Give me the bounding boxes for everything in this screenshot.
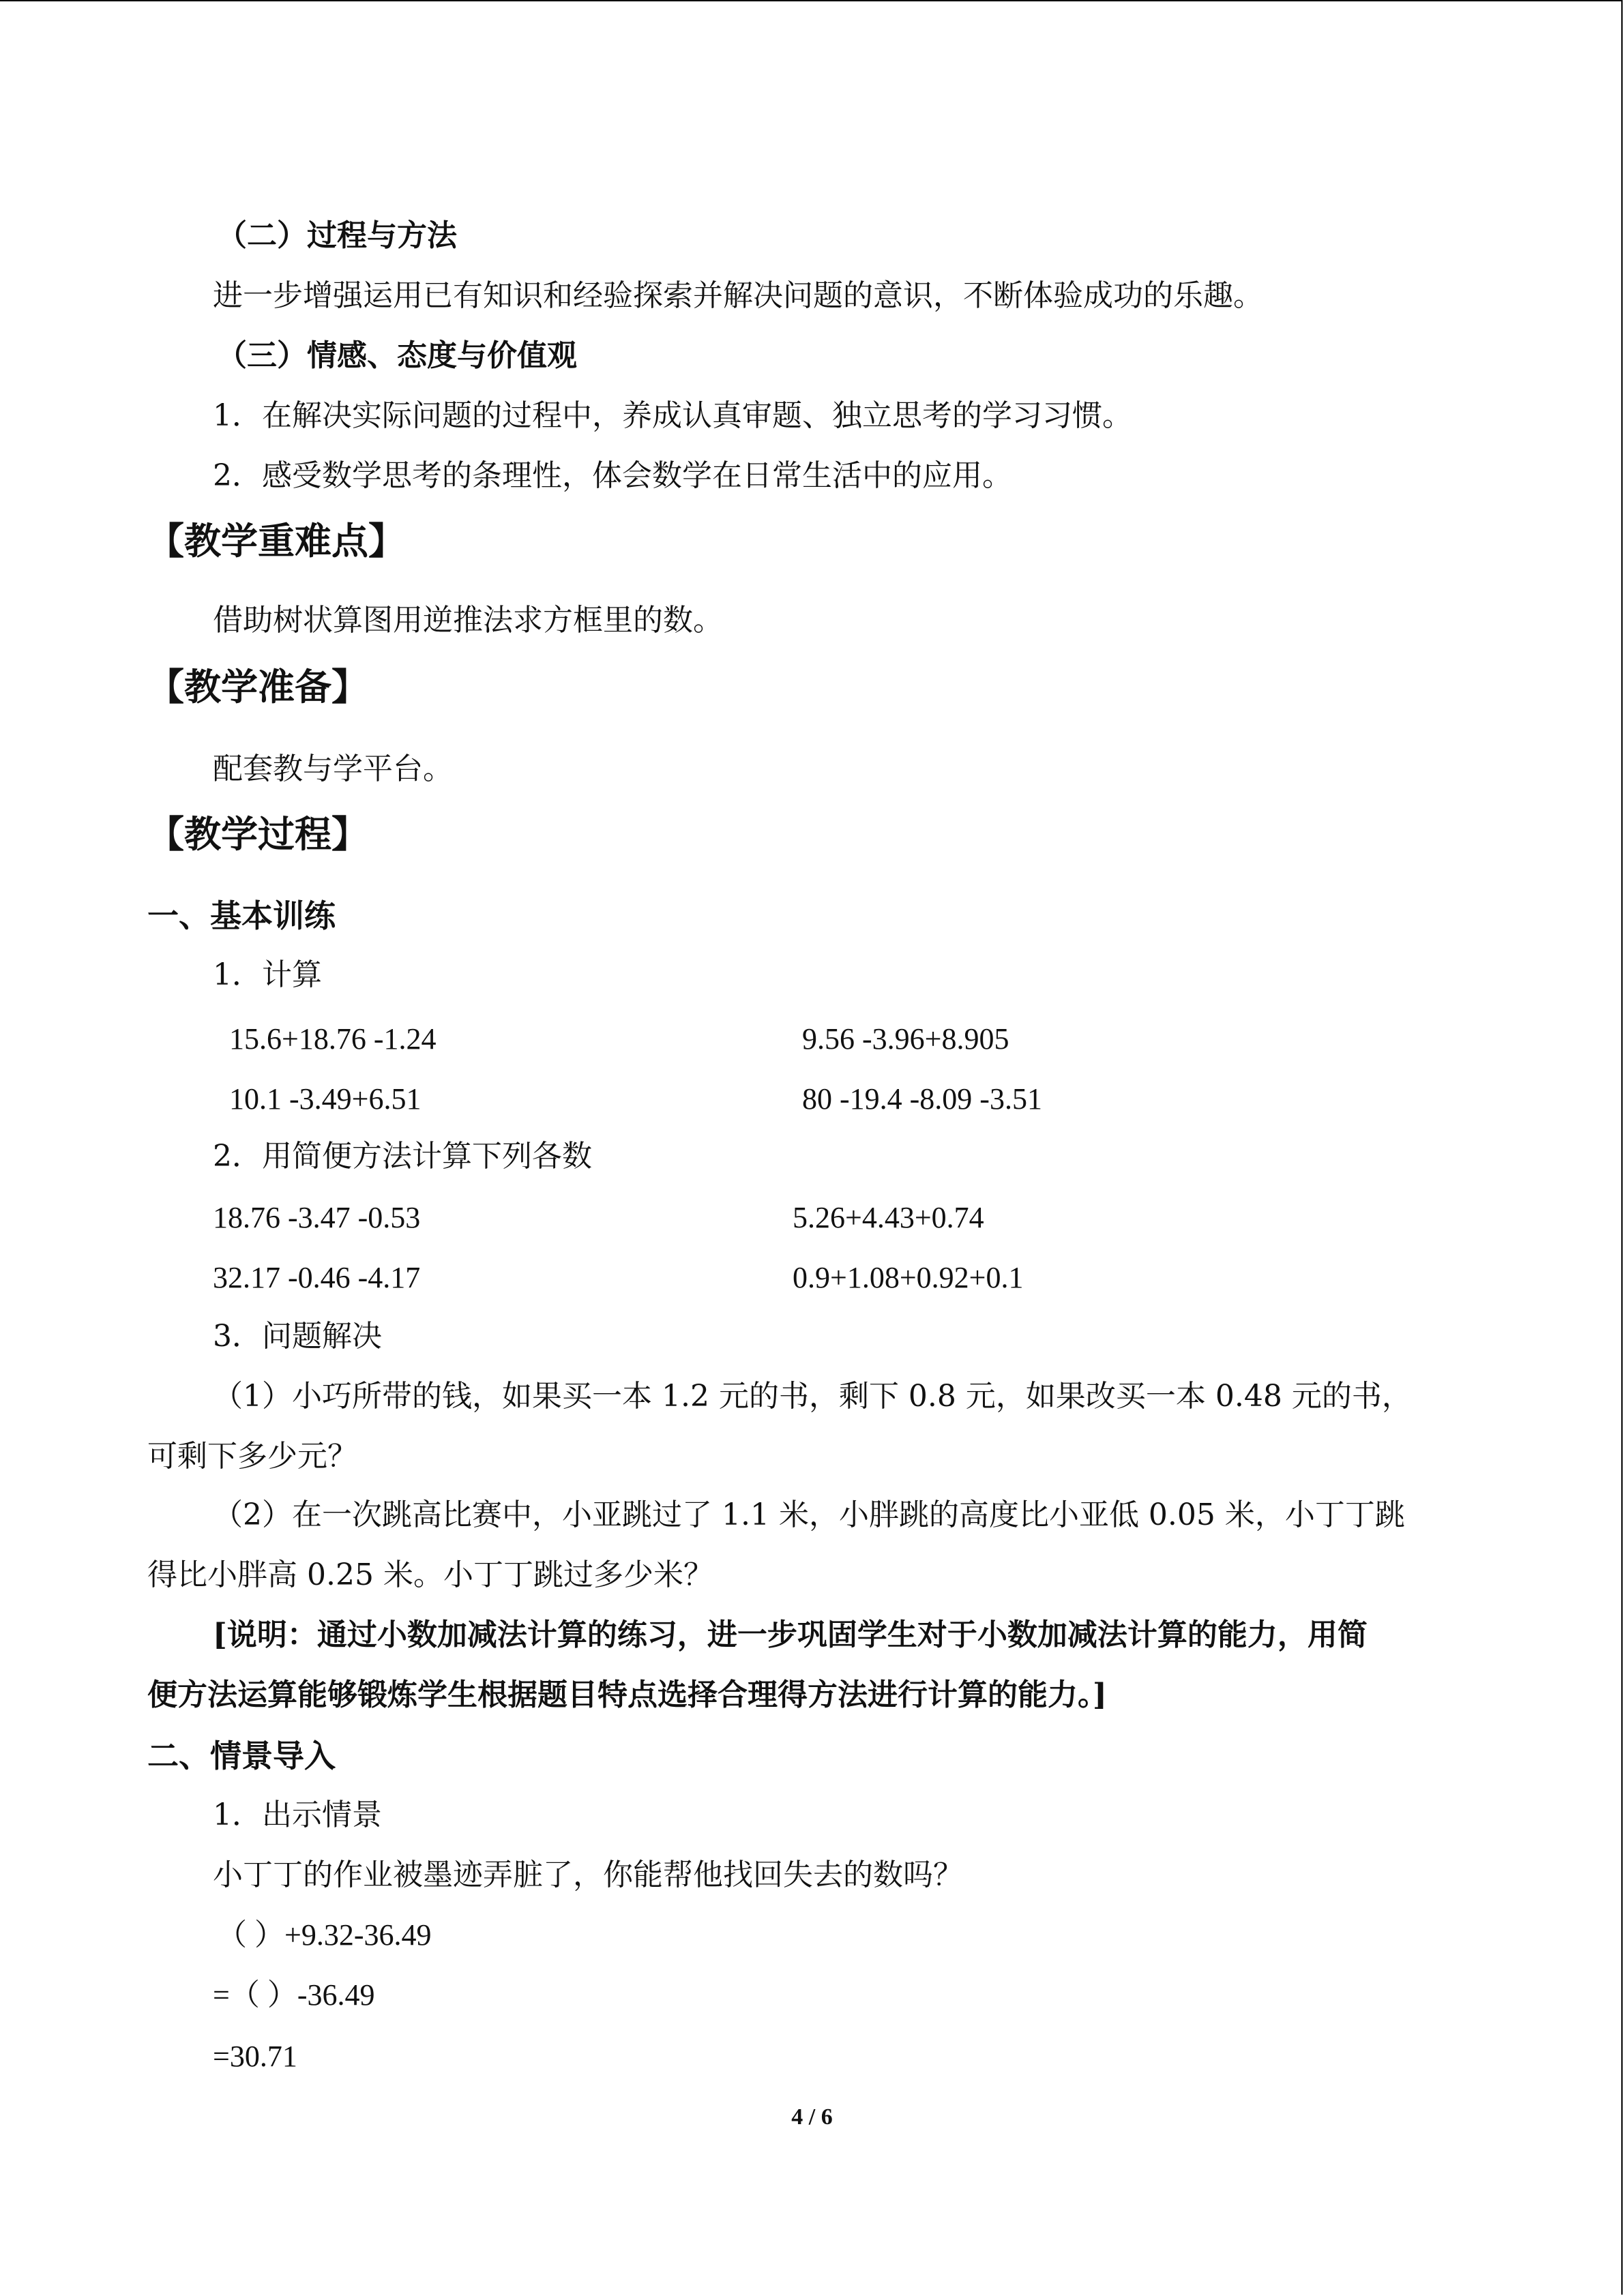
emotion-item-2: 2．感受数学思考的条理性，体会数学在日常生活中的应用。 bbox=[213, 458, 1012, 493]
calc-item: 9.56 -3.96+8.905 bbox=[802, 1022, 1009, 1056]
simple-calc-item: 18.76 -3.47 -0.53 bbox=[213, 1201, 421, 1234]
calc-title: 1．计算 bbox=[213, 957, 322, 992]
calc-item: 80 -19.4 -8.09 -3.51 bbox=[802, 1082, 1042, 1116]
scene-text: 小丁丁的作业被墨迹弄脏了，你能帮他找回失去的数吗？ bbox=[213, 1858, 963, 1892]
preparation-text: 配套教与学平台。 bbox=[213, 751, 453, 786]
problem-1-line-2: 可剩下多少元？ bbox=[147, 1439, 357, 1474]
key-points-text: 借助树状算图用逆推法求方框里的数。 bbox=[213, 603, 723, 638]
simple-calc-item: 5.26+4.43+0.74 bbox=[793, 1201, 984, 1234]
equation-line-2: =（ ）-36.49 bbox=[213, 1978, 375, 2012]
scene-title: 1．出示情景 bbox=[213, 1798, 382, 1832]
equation-line-3: =30.71 bbox=[213, 2040, 297, 2073]
note-line-1: [说明：通过小数加减法计算的练习，进一步巩固学生对于小数加减法计算的能力，用简 bbox=[213, 1617, 1368, 1652]
emotion-item-1: 1．在解决实际问题的过程中，养成认真审题、独立思考的学习习惯。 bbox=[213, 398, 1132, 433]
process-heading: 【教学过程】 bbox=[147, 812, 368, 856]
key-points-heading: 【教学重难点】 bbox=[147, 519, 405, 563]
part1-title: 一、基本训练 bbox=[147, 897, 336, 934]
equation-line-1: （ ）+9.32-36.49 bbox=[217, 1918, 432, 1952]
problem-2-line-2: 得比小胖高 0.25 米。小丁丁跳过多少米？ bbox=[147, 1557, 713, 1592]
part2-title: 二、情景导入 bbox=[147, 1738, 336, 1774]
page-number: 4 / 6 bbox=[791, 2104, 833, 2130]
simple-calc-item: 0.9+1.08+0.92+0.1 bbox=[793, 1261, 1024, 1294]
problem-2-line-1: （2）在一次跳高比赛中，小亚跳过了 1.1 米，小胖跳的高度比小亚低 0.05 米，小丁丁跳 bbox=[213, 1497, 1405, 1532]
simple-calc-title: 2．用简便方法计算下列各数 bbox=[213, 1139, 592, 1174]
calc-item: 10.1 -3.49+6.51 bbox=[229, 1082, 422, 1116]
process-method-text: 进一步增强运用已有知识和经验探索并解决问题的意识，不断体验成功的乐趣。 bbox=[213, 278, 1263, 313]
process-method-title: （二）过程与方法 bbox=[217, 218, 457, 253]
note-line-2: 便方法运算能够锻炼学生根据题目特点选择合理得方法进行计算的能力。] bbox=[147, 1678, 1107, 1712]
calc-item: 15.6+18.76 -1.24 bbox=[229, 1022, 437, 1056]
simple-calc-item: 32.17 -0.46 -4.17 bbox=[213, 1261, 421, 1294]
problem-1-line-1: （1）小巧所带的钱，如果买一本 1.2 元的书，剩下 0.8 元，如果改买一本 0.48 元的书， bbox=[213, 1379, 1412, 1414]
preparation-heading: 【教学准备】 bbox=[147, 665, 368, 709]
emotion-title: （三）情感、态度与价值观 bbox=[217, 338, 577, 373]
problem-title: 3．问题解决 bbox=[213, 1319, 382, 1354]
